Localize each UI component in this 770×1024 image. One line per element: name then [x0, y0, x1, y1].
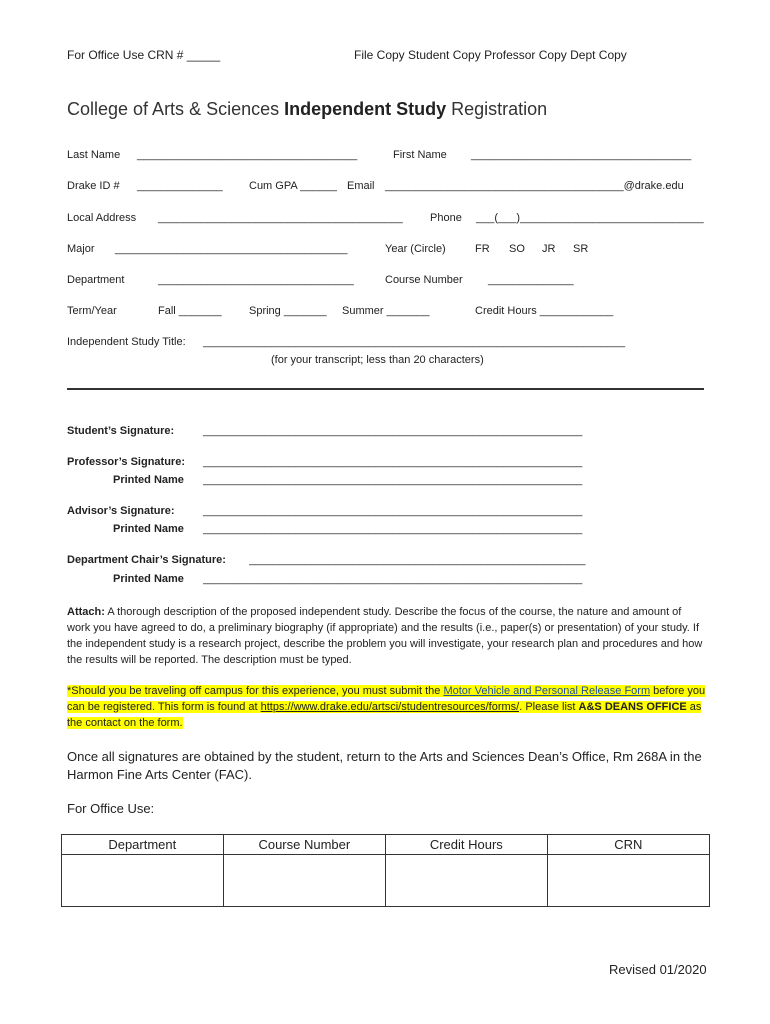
section-divider [67, 388, 704, 390]
year-label: Year (Circle) [385, 243, 446, 255]
department-label: Department [67, 274, 125, 286]
last-name-label: Last Name [67, 149, 121, 161]
title-suffix: Registration [446, 99, 548, 119]
major-label: Major [67, 243, 95, 255]
page-title [67, 99, 547, 120]
advisor-signature-field[interactable]: ______________________________________________________________ [203, 505, 583, 517]
professor-signature-field[interactable]: ______________________________________________________________ [203, 456, 583, 468]
return-instructions: Once all signatures are obtained by the student, return to the Arts and Sciences Dean’s Office, Rm 268A in the Harmon Fine Arts Center (FAC). [67, 749, 702, 782]
notice-text-3: . Please list [519, 701, 579, 713]
phone-label: Phone [430, 212, 462, 224]
is-title-label: Independent Study Title: [67, 336, 186, 348]
office-use-crn: For Office Use CRN # _____ [67, 48, 221, 62]
year-option-so[interactable]: SO [509, 243, 525, 255]
local-address-label: Local Address [67, 212, 137, 224]
attach-label: Attach: [67, 606, 105, 618]
office-use-table [61, 834, 710, 907]
cell-credit-hours[interactable] [386, 855, 547, 907]
year-option-sr[interactable]: SR [573, 243, 589, 255]
cell-crn[interactable] [547, 855, 709, 907]
chair-signature-label: Department Chair’s Signature: [67, 554, 226, 566]
first-name-label: First Name [393, 149, 447, 161]
cum-gpa-field[interactable]: Cum GPA ______ [249, 180, 337, 192]
revised-date: Revised 01/2020 [609, 962, 707, 977]
department-field[interactable]: ________________________________ [158, 274, 354, 286]
course-number-label: Course Number [385, 274, 463, 286]
title-prefix: College of Arts & Sciences [67, 99, 285, 119]
email-label: Email [347, 180, 375, 192]
advisor-printed-name-label: Printed Name [113, 523, 184, 535]
col-crn: CRN [547, 835, 709, 855]
drake-id-field[interactable]: ______________ [137, 180, 223, 192]
email-field[interactable]: _______________________________________@drake.edu [385, 180, 684, 192]
fall-field[interactable]: Fall _______ [158, 305, 222, 317]
travel-notice [67, 683, 707, 731]
year-option-jr[interactable]: JR [542, 243, 556, 255]
notice-text-2: before you can be registered. This form is found at [67, 685, 706, 713]
student-signature-field[interactable]: ______________________________________________________________ [203, 425, 583, 437]
chair-signature-field[interactable]: _______________________________________________________ [249, 554, 586, 566]
local-address-field[interactable]: ________________________________________ [158, 212, 403, 224]
first-name-field[interactable]: ____________________________________ [471, 149, 692, 161]
course-number-field[interactable]: ______________ [488, 274, 574, 286]
copy-designations: File Copy Student Copy Professor Copy Dept Copy [354, 48, 627, 62]
student-signature-label: Student’s Signature: [67, 425, 175, 437]
professor-signature-label: Professor’s Signature: [67, 456, 185, 468]
phone-field[interactable]: ___(___)______________________________ [476, 212, 704, 224]
notice-bold-contact: A&S DEANS OFFICE [578, 701, 687, 713]
advisor-printed-name-field[interactable]: ______________________________________________________________ [203, 523, 583, 535]
title-bold: Independent Study [284, 99, 447, 119]
attach-text: A thorough description of the proposed independent study. Describe the focus of the course, the nature and amount of work you have agreed to do, a preliminary biography (if appropriate) and the results (i.e., paper(s) or presentation) of your study. If the independent study is a research project, describe the problem you will investigate, your research plan and procedures and how the results will be reported. The description must be typed. [67, 606, 703, 666]
year-option-fr[interactable]: FR [475, 243, 490, 255]
is-title-note: (for your transcript; less than 20 characters) [271, 354, 484, 366]
col-credit-hours: Credit Hours [386, 835, 547, 855]
is-title-field[interactable]: _____________________________________________________________________ [203, 336, 626, 348]
professor-printed-name-field[interactable]: ______________________________________________________________ [203, 474, 583, 486]
summer-field[interactable]: Summer _______ [342, 305, 430, 317]
notice-text-4: as the contact on the form. [67, 701, 702, 729]
spring-field[interactable]: Spring _______ [249, 305, 327, 317]
major-field[interactable]: ______________________________________ [115, 243, 348, 255]
attach-instructions [67, 604, 707, 668]
credit-hours-field[interactable]: Credit Hours ____________ [475, 305, 614, 317]
chair-printed-name-label: Printed Name [113, 573, 184, 585]
release-form-link[interactable]: Motor Vehicle and Personal Release Form [443, 685, 651, 697]
col-department: Department [62, 835, 224, 855]
cell-course-number[interactable] [223, 855, 386, 907]
term-year-label: Term/Year [67, 305, 117, 317]
professor-printed-name-label: Printed Name [113, 474, 184, 486]
cell-department[interactable] [62, 855, 224, 907]
notice-text-1: *Should you be traveling off campus for this experience, you must submit the [67, 685, 444, 697]
table-row [62, 855, 710, 907]
office-use-label: For Office Use: [67, 801, 155, 816]
chair-printed-name-field[interactable]: ______________________________________________________________ [203, 573, 583, 585]
advisor-signature-label: Advisor’s Signature: [67, 505, 175, 517]
table-header-row [62, 835, 710, 855]
forms-url-link[interactable]: https://www.drake.edu/artsci/studentresources/forms/ [260, 701, 520, 713]
last-name-field[interactable]: ____________________________________ [137, 149, 358, 161]
drake-id-label: Drake ID # [67, 180, 120, 192]
col-course-number: Course Number [223, 835, 386, 855]
